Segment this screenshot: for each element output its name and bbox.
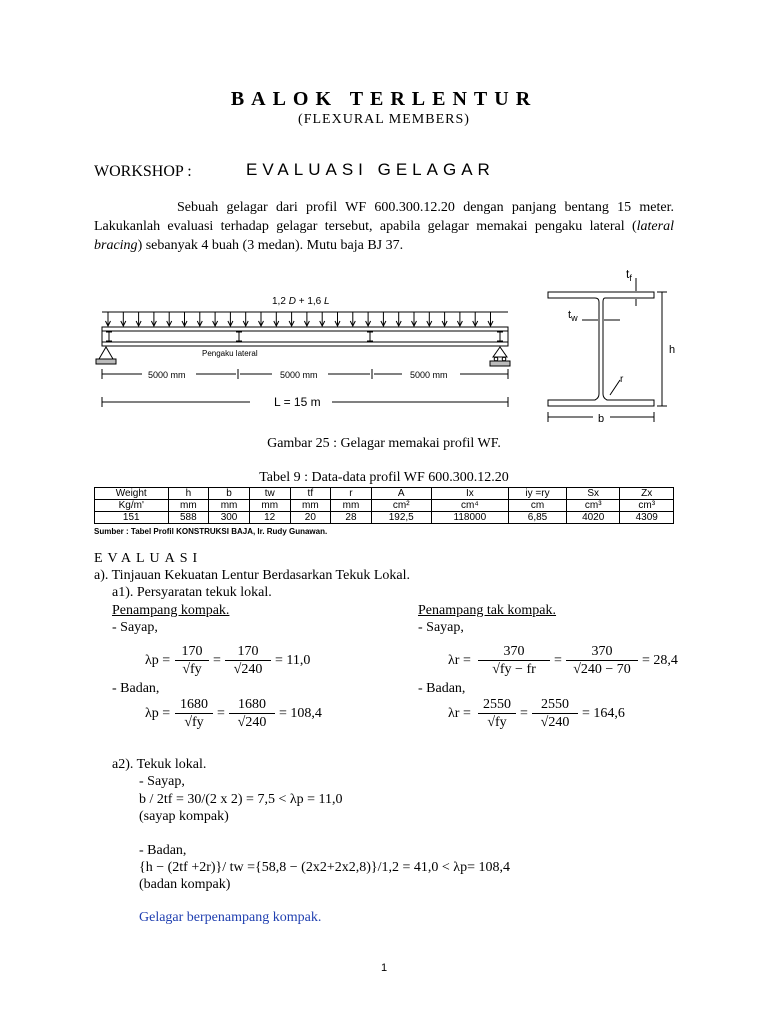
- page-title: BALOK TERLENTUR: [230, 88, 538, 110]
- tw-label: $t_w$: [568, 309, 578, 323]
- table-header-row: [95, 488, 674, 500]
- table-cell: cm³: [620, 500, 674, 512]
- tak-kompak-title: Penampang tak kompak.: [418, 603, 557, 618]
- table-title: Tabel 9 : Data-data profil WF 600.300.12.20: [259, 470, 509, 485]
- page-number: 1: [380, 962, 388, 974]
- left-support: [96, 347, 116, 364]
- table-values-row: [95, 512, 674, 524]
- right-support: [490, 347, 510, 366]
- beam-bottom-flange: [102, 342, 508, 346]
- total-span-label: L = 15 m: [274, 395, 321, 409]
- takkompak-sayap-label: - Sayap,: [418, 620, 464, 635]
- figure-caption: Gambar 25 : Gelagar memakai profil WF.: [267, 436, 501, 451]
- r-label: r: [620, 374, 624, 385]
- kompak-badan-label: - Badan,: [112, 681, 160, 696]
- kompak-sayap-label: - Sayap,: [112, 620, 158, 635]
- table-cell: 118000: [431, 512, 508, 524]
- b-label: b: [598, 413, 605, 425]
- kompak-title: Penampang kompak.: [112, 603, 230, 618]
- table-cell: Kg/m': [95, 500, 169, 512]
- wf-cross-section: [548, 278, 667, 422]
- section-a1-heading: a1). Persyaratan tekuk lokal.: [112, 585, 272, 600]
- table-cell: r: [331, 488, 372, 500]
- table-cell: b: [209, 488, 250, 500]
- tf-label: $t_f$: [626, 267, 632, 283]
- table-cell: iy =ry: [509, 488, 567, 500]
- table-cell: tf: [290, 488, 331, 500]
- table-cell: cm: [509, 500, 567, 512]
- workshop-title: EVALUASI GELAGAR: [246, 160, 495, 179]
- workshop-label: WORKSHOP :: [94, 163, 192, 180]
- table-cell: mm: [249, 500, 290, 512]
- page-subtitle: (FLEXURAL MEMBERS): [298, 112, 470, 127]
- beam-top-flange: [102, 327, 508, 331]
- section-a2-heading: a2). Tekuk lokal.: [112, 757, 207, 772]
- section-a-heading: a). Tinjauan Kekuatan Lentur Berdasarkan Tekuk Lokal.: [94, 568, 411, 583]
- profile-data-table: [94, 487, 674, 524]
- load-label: 1,2 D + 1,6 L: [272, 296, 330, 307]
- takkompak-badan-label: - Badan,: [418, 681, 466, 696]
- conclusion-text: Gelagar berpenampang kompak.: [139, 910, 322, 925]
- table-cell: 28: [331, 512, 372, 524]
- span-1-label: 5000 mm: [148, 370, 186, 380]
- table-cell: Zx: [620, 488, 674, 500]
- a2-badan-result: (badan kompak): [139, 877, 231, 892]
- table-cell: Weight: [95, 488, 169, 500]
- table-cell: 588: [168, 512, 209, 524]
- table-cell: cm⁴: [431, 500, 508, 512]
- bracing-symbols: [106, 332, 503, 341]
- table-cell: mm: [290, 500, 331, 512]
- distributed-load-arrows: [106, 312, 494, 326]
- table-cell: cm³: [566, 500, 619, 512]
- a2-sayap-equation: b / 2tf = 30/(2 x 2) = 7,5 < λp = 11,0: [139, 792, 343, 807]
- table-cell: A: [371, 488, 431, 500]
- beam-figure: [90, 262, 680, 432]
- bracing-label: Pengaku lateral: [202, 349, 258, 358]
- table-cell: tw: [249, 488, 290, 500]
- evaluasi-heading: EVALUASI: [94, 551, 203, 566]
- table-cell: h: [168, 488, 209, 500]
- table-cell: 192,5: [371, 512, 431, 524]
- table-cell: 20: [290, 512, 331, 524]
- table-source: Sumber : Tabel Profil KONSTRUKSI BAJA, Ir. Rudy Gunawan.: [94, 527, 328, 536]
- a2-badan-equation: {h − (2tf +2r)}/ tw ={58,8 − (2x2+2x2,8)}/1,2 = 41,0 < λp= 108,4: [139, 860, 510, 875]
- a2-sayap-label: - Sayap,: [139, 774, 185, 789]
- a2-badan-label: - Badan,: [139, 843, 187, 858]
- table-cell: 151: [95, 512, 169, 524]
- table-cell: 12: [249, 512, 290, 524]
- table-units-row: [95, 500, 674, 512]
- a2-sayap-result: (sayap kompak): [139, 809, 229, 824]
- table-cell: mm: [168, 500, 209, 512]
- table-cell: mm: [209, 500, 250, 512]
- span-2-label: 5000 mm: [280, 370, 318, 380]
- table-cell: 6,85: [509, 512, 567, 524]
- table-cell: mm: [331, 500, 372, 512]
- table-cell: Ix: [431, 488, 508, 500]
- table-cell: Sx: [566, 488, 619, 500]
- table-cell: cm²: [371, 500, 431, 512]
- h-label: h: [669, 344, 676, 356]
- table-cell: 4020: [566, 512, 619, 524]
- table-cell: 300: [209, 512, 250, 524]
- span-3-label: 5000 mm: [410, 370, 448, 380]
- intro-paragraph: Sebuah gelagar dari profil WF 600.300.12.20 dengan panjang bentang 15 meter. Lakukanlah evaluasi terhadap gelagar tersebut, apabila gelagar memakai pengaku lateral (lateral bracing) sebanyak 4 buah (3 medan). Mutu baja BJ 37.: [94, 200, 674, 253]
- table-cell: 4309: [620, 512, 674, 524]
